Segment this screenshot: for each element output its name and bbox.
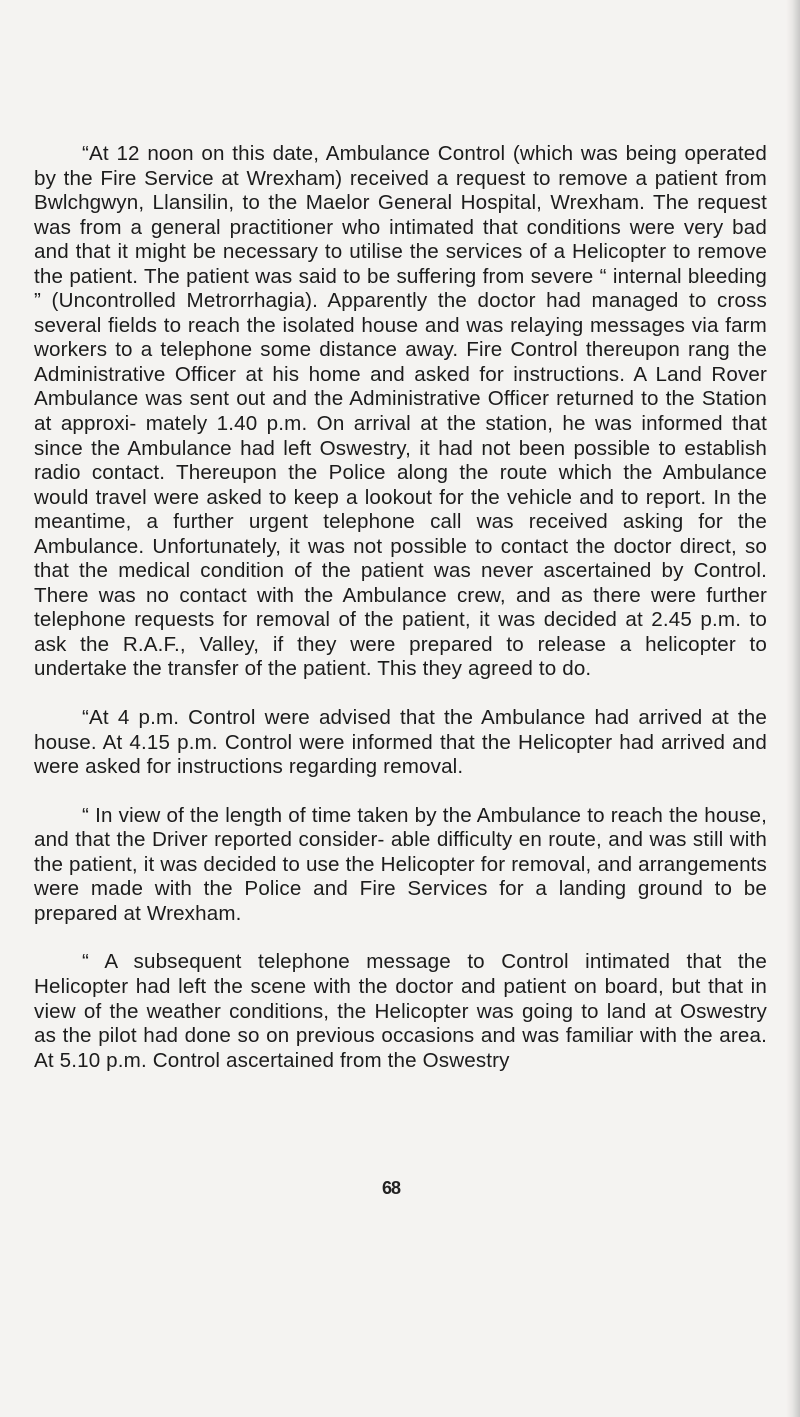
body-text [34,142,767,1073]
page-number: 68 [382,1178,401,1198]
paragraph-4pm-update: “At 4 p.m. Control were advised that the Ambulance had arrived at the house. At 4.15 p.m. Control were informed that the Helicopter had arrived and were asked for instructions regarding removal. [34,706,767,779]
paragraph-ambulance-request: “At 12 noon on this date, Ambulance Control (which was being operated by the Fire Service at Wrexham) received a request to remove a patient from Bwlchgwyn, Llansilin, to the Maelor General Hospital, Wrexham. The request was from a general practitioner who intimated that conditions were very bad and that it might be necessary to utilise the services of a Helicopter to remove the patient. The patient was said to be suffering from severe “ internal bleeding ” (Uncontrolled Metrorrhagia). Apparently the doctor had managed to cross several fields to reach the isolated house and was relaying messages via farm workers to a telephone some distance away. Fire Control thereupon rang the Administrative Officer at his home and asked for instructions. A Land Rover Ambulance was sent out and the Administrative Officer returned to the Station at approxi- mately 1.40 p.m. On arrival at the station, he was informed that since the Ambulance had left Oswestry, it had not been possible to establish radio contact. Thereupon the Police along the route which the Ambulance would travel were asked to keep a lookout for the vehicle and to report. In the meantime, a further urgent telephone call was received asking for the Ambulance. Unfortunately, it was not possible to contact the doctor direct, so that the medical condition of the patient was never ascertained by Control. There was no contact with the Ambulance crew, and as there were further telephone requests for removal of the patient, it was decided at 2.45 p.m. to ask the R.A.F., Valley, if they were prepared to release a helicopter to undertake the transfer of the patient. This they agreed to do. [34,142,767,681]
paragraph-helicopter-decision: “ In view of the length of time taken by the Ambulance to reach the house, and that the Driver reported consider- able difficulty en route, and was still with the patient, it was decided to use the Helicopter for removal, and arrangements were made with the Police and Fire Services for a landing ground to be prepared at Wrexham. [34,803,767,925]
page-edge-shadow [786,0,800,1417]
paragraph-subsequent-message: “ A subsequent telephone message to Control intimated that the Helicopter had left the scene with the doctor and patient on board, but that in view of the weather conditions, the Helicopter was going to land at Oswestry as the pilot had done so on previous occasions and was familiar with the area. At 5.10 p.m. Control ascertained from the Oswestry [34,950,767,1072]
